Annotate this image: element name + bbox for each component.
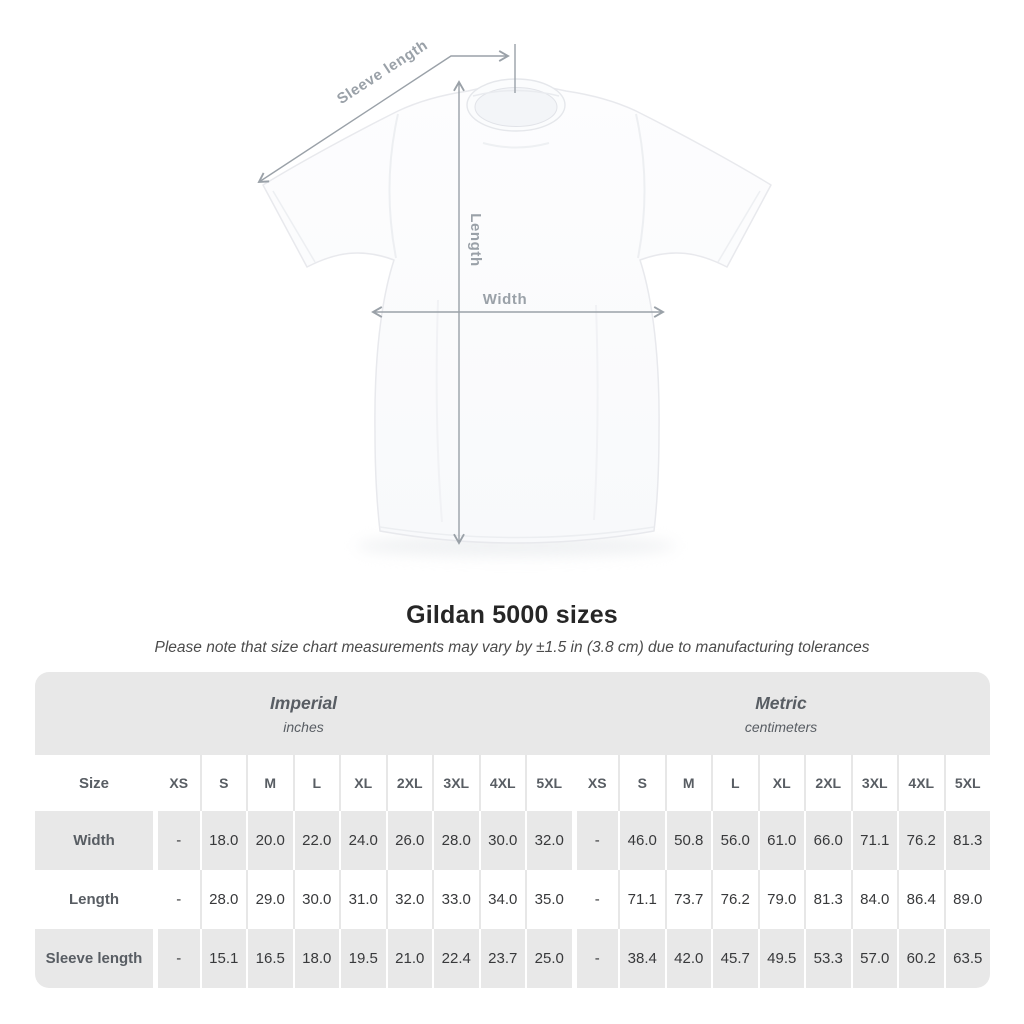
- size-header-row: [35, 755, 990, 811]
- metric-sleeve-length-4xl: 60.2: [897, 929, 944, 988]
- size-col-imperial-xs: XS: [153, 755, 200, 811]
- size-col-imperial-l: L: [293, 755, 340, 811]
- metric-sleeve-length-s: 38.4: [618, 929, 665, 988]
- metric-section-header: [572, 672, 990, 755]
- metric-sleeve-length-5xl: 63.5: [944, 929, 991, 988]
- imperial-length-m: 29.0: [246, 870, 293, 929]
- size-col-imperial-5xl: 5XL: [525, 755, 572, 811]
- size-column-header: Size: [78, 774, 109, 792]
- size-col-metric-s: S: [618, 755, 665, 811]
- imperial-sleeve-length-xs: -: [153, 929, 200, 988]
- metric-width-m: 50.8: [665, 811, 712, 870]
- size-col-metric-2xl: 2XL: [804, 755, 851, 811]
- size-col-imperial-xl: XL: [339, 755, 386, 811]
- size-col-metric-3xl: 3XL: [851, 755, 898, 811]
- size-col-imperial-2xl: 2XL: [386, 755, 433, 811]
- width-label: Width: [482, 291, 528, 308]
- page-title: Gildan 5000 sizes: [406, 601, 618, 629]
- size-col-imperial-s: S: [200, 755, 247, 811]
- imperial-length-xl: 31.0: [339, 870, 386, 929]
- imperial-length-3xl: 33.0: [432, 870, 479, 929]
- tshirt-body: [263, 85, 771, 543]
- metric-sleeve-length-l: 45.7: [711, 929, 758, 988]
- imperial-label: Imperial: [269, 692, 338, 713]
- imperial-sleeve-length-m: 16.5: [246, 929, 293, 988]
- metric-sleeve-length-m: 42.0: [665, 929, 712, 988]
- metric-width-xs: -: [572, 811, 619, 870]
- imperial-width-5xl: 32.0: [525, 811, 572, 870]
- size-col-metric-xl: XL: [758, 755, 805, 811]
- imperial-width-s: 18.0: [200, 811, 247, 870]
- size-col-metric-5xl: 5XL: [944, 755, 991, 811]
- imperial-length-5xl: 35.0: [525, 870, 572, 929]
- metric-label: Metric: [755, 692, 807, 713]
- imperial-unit-label: inches: [283, 718, 324, 735]
- imperial-width-4xl: 30.0: [479, 811, 526, 870]
- imperial-sleeve-length-2xl: 21.0: [386, 929, 433, 988]
- metric-length-s: 71.1: [618, 870, 665, 929]
- imperial-width-3xl: 28.0: [432, 811, 479, 870]
- unit-header-band: [35, 672, 990, 755]
- measurement-row-sleeve-length: [35, 929, 990, 988]
- imperial-length-2xl: 32.0: [386, 870, 433, 929]
- metric-width-l: 56.0: [711, 811, 758, 870]
- imperial-width-l: 22.0: [293, 811, 340, 870]
- metric-sleeve-length-2xl: 53.3: [804, 929, 851, 988]
- metric-width-4xl: 76.2: [897, 811, 944, 870]
- imperial-sleeve-length-5xl: 25.0: [525, 929, 572, 988]
- imperial-length-s: 28.0: [200, 870, 247, 929]
- row-label-sleeve-length: Sleeve length: [45, 950, 143, 967]
- measurement-row-length: [35, 870, 990, 929]
- imperial-width-2xl: 26.0: [386, 811, 433, 870]
- imperial-sleeve-length-xl: 19.5: [339, 929, 386, 988]
- metric-sleeve-length-xs: -: [572, 929, 619, 988]
- metric-length-m: 73.7: [665, 870, 712, 929]
- imperial-sleeve-length-l: 18.0: [293, 929, 340, 988]
- imperial-sleeve-length-s: 15.1: [200, 929, 247, 988]
- sleeve-length-label: Sleeve length: [334, 36, 432, 108]
- metric-length-5xl: 89.0: [944, 870, 991, 929]
- metric-length-4xl: 86.4: [897, 870, 944, 929]
- size-chart-table: [35, 672, 990, 988]
- imperial-sleeve-length-4xl: 23.7: [479, 929, 526, 988]
- metric-length-l: 76.2: [711, 870, 758, 929]
- metric-width-s: 46.0: [618, 811, 665, 870]
- metric-width-5xl: 81.3: [944, 811, 991, 870]
- metric-sleeve-length-xl: 49.5: [758, 929, 805, 988]
- measurement-row-width: [35, 811, 990, 870]
- imperial-length-l: 30.0: [293, 870, 340, 929]
- metric-width-xl: 61.0: [758, 811, 805, 870]
- metric-length-3xl: 84.0: [851, 870, 898, 929]
- size-col-imperial-3xl: 3XL: [432, 755, 479, 811]
- metric-length-xs: -: [572, 870, 619, 929]
- size-col-metric-m: M: [665, 755, 712, 811]
- metric-sleeve-length-3xl: 57.0: [851, 929, 898, 988]
- metric-width-2xl: 66.0: [804, 811, 851, 870]
- imperial-width-m: 20.0: [246, 811, 293, 870]
- metric-unit-label: centimeters: [744, 718, 818, 735]
- imperial-sleeve-length-3xl: 22.4: [432, 929, 479, 988]
- caption-block: [0, 601, 1024, 657]
- imperial-width-xs: -: [153, 811, 200, 870]
- size-col-metric-4xl: 4XL: [897, 755, 944, 811]
- size-col-metric-l: L: [711, 755, 758, 811]
- length-label: Length: [467, 213, 484, 267]
- row-label-length: Length: [69, 891, 119, 908]
- metric-length-2xl: 81.3: [804, 870, 851, 929]
- metric-length-xl: 79.0: [758, 870, 805, 929]
- tolerance-note: Please note that size chart measurements may vary by ±1.5 in (3.8 cm) due to manufacturing tolerances: [154, 639, 870, 656]
- row-label-width: Width: [73, 832, 115, 849]
- size-col-imperial-m: M: [246, 755, 293, 811]
- imperial-length-4xl: 34.0: [479, 870, 526, 929]
- metric-width-3xl: 71.1: [851, 811, 898, 870]
- size-col-imperial-4xl: 4XL: [479, 755, 526, 811]
- size-col-metric-xs: XS: [572, 755, 619, 811]
- imperial-section-header: [35, 672, 572, 755]
- imperial-width-xl: 24.0: [339, 811, 386, 870]
- imperial-length-xs: -: [153, 870, 200, 929]
